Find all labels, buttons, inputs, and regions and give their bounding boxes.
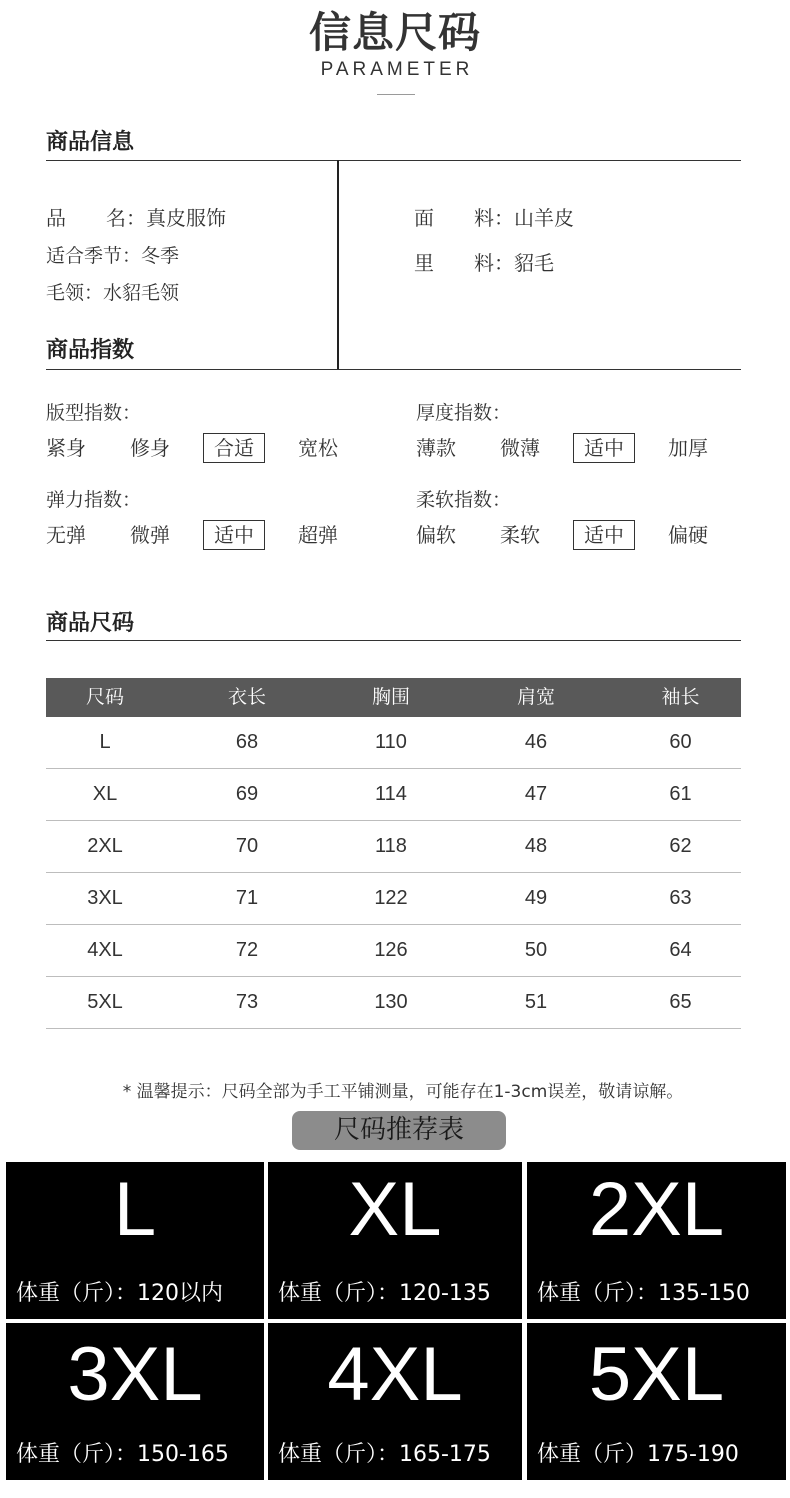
page-title: 信息尺码 (308, 8, 481, 57)
cell-size: 2XL (87, 835, 123, 857)
info-item-collar (46, 280, 179, 306)
page-subtitle: PARAMETER (320, 59, 474, 80)
index-group-thickness (416, 401, 746, 465)
size-card-4xl (268, 1323, 522, 1480)
size-card-5xl (527, 1323, 786, 1480)
table-row (46, 873, 741, 925)
cell-shoulder: 50 (524, 939, 548, 961)
cell-length: 70 (235, 835, 259, 857)
cell-chest: 114 (375, 783, 407, 805)
title-divider (377, 94, 415, 95)
card-size-label: 3XL (67, 1332, 203, 1417)
info-item-name (46, 205, 226, 231)
cell-length: 68 (235, 731, 259, 753)
card-size-label: 2XL (588, 1167, 725, 1252)
cell-chest: 130 (374, 991, 408, 1013)
table-row (46, 925, 741, 977)
section-divider (46, 640, 741, 641)
info-value: 水貂毛领 (103, 282, 180, 304)
index-option: 微薄 (500, 436, 540, 460)
card-weight-range: 体重（斤）175-190 (537, 1442, 739, 1467)
section-divider (46, 369, 741, 370)
cell-sleeve: 61 (669, 783, 692, 805)
index-option: 紧身 (46, 436, 86, 460)
table-header-row (46, 678, 741, 717)
card-size-label: 5XL (588, 1332, 725, 1417)
info-item-fabric (414, 205, 574, 231)
cell-sleeve: 60 (669, 731, 692, 753)
table-row (46, 769, 741, 821)
size-table (46, 678, 741, 1029)
index-option: 合适 (203, 433, 265, 463)
index-option: 适中 (203, 520, 265, 550)
section-heading-product-indices: 商品指数 (46, 338, 135, 363)
card-size-label: XL (348, 1167, 442, 1252)
index-option: 柔软 (500, 523, 540, 547)
index-option: 薄款 (416, 436, 456, 460)
index-group-fit (46, 401, 376, 465)
info-label: 适合季节： (46, 245, 142, 267)
index-option: 适中 (573, 520, 635, 550)
index-option: 无弹 (46, 523, 86, 547)
index-label: 版型指数： (46, 402, 142, 424)
table-row (46, 977, 741, 1029)
cell-chest: 118 (375, 835, 407, 857)
index-options (35, 433, 349, 463)
cell-sleeve: 62 (669, 835, 692, 857)
index-option: 偏软 (416, 523, 456, 547)
measurement-note: * 温馨提示：尺码全部为手工平铺测量，可能存在1-3cm误差，敬请谅解。 (122, 1082, 684, 1102)
cell-sleeve: 65 (669, 991, 692, 1013)
card-weight-range: 体重（斤）：120-135 (278, 1281, 491, 1306)
size-card-xl (268, 1162, 522, 1319)
table-row (46, 821, 741, 873)
cell-shoulder: 49 (524, 887, 548, 909)
info-label: 里 料： (414, 251, 514, 275)
cell-size: 4XL (87, 939, 123, 961)
index-option: 超弹 (298, 523, 338, 547)
card-size-label: 4XL (327, 1332, 463, 1417)
info-label: 面 料： (414, 206, 514, 230)
index-label: 柔软指数： (416, 489, 512, 511)
size-card-l (6, 1162, 264, 1319)
table-row (46, 717, 741, 769)
cell-length: 69 (235, 783, 259, 805)
cell-size: 5XL (87, 991, 123, 1013)
index-options (405, 433, 719, 463)
index-group-softness (416, 488, 746, 552)
cell-length: 72 (235, 939, 259, 961)
index-options (405, 520, 719, 550)
cell-size: XL (92, 783, 118, 805)
size-card-3xl (6, 1323, 264, 1480)
info-item-lining (414, 250, 554, 276)
index-option: 宽松 (298, 436, 338, 460)
card-size-label: L (113, 1167, 157, 1252)
info-value: 貂毛 (514, 251, 554, 275)
index-options (35, 520, 349, 550)
cell-length: 73 (235, 991, 259, 1013)
cell-chest: 126 (374, 939, 408, 961)
cell-shoulder: 46 (524, 731, 548, 753)
cell-length: 71 (235, 887, 259, 909)
cell-chest: 122 (374, 887, 408, 909)
cell-shoulder: 51 (524, 991, 548, 1013)
info-value: 山羊皮 (514, 206, 574, 230)
index-option: 微弹 (130, 523, 170, 547)
column-header-size: 尺码 (85, 686, 124, 708)
section-heading-size-chart: 商品尺码 (46, 611, 135, 636)
cell-size: 3XL (87, 887, 123, 909)
index-group-elasticity (46, 488, 376, 552)
column-divider (337, 160, 339, 370)
index-option: 偏硬 (668, 523, 708, 547)
index-label: 厚度指数： (416, 402, 512, 424)
section-divider (46, 160, 741, 161)
cell-chest: 110 (375, 731, 407, 753)
info-label: 品 名： (46, 206, 146, 230)
card-weight-range: 体重（斤）：150-165 (16, 1442, 229, 1467)
column-header-chest: 胸围 (371, 686, 410, 708)
cell-shoulder: 48 (524, 835, 548, 857)
card-weight-range: 体重（斤）：120以内 (16, 1281, 223, 1306)
card-weight-range: 体重（斤）：135-150 (537, 1281, 750, 1306)
size-card-2xl (527, 1162, 786, 1319)
info-item-season (46, 243, 179, 269)
column-header-length: 衣长 (227, 686, 266, 708)
cell-sleeve: 63 (669, 887, 692, 909)
size-recommendation-title: 尺码推荐表 (292, 1111, 506, 1150)
column-header-sleeve: 袖长 (661, 686, 700, 708)
section-heading-product-info: 商品信息 (46, 130, 135, 155)
card-weight-range: 体重（斤）：165-175 (278, 1442, 491, 1467)
column-header-shoulder: 肩宽 (516, 686, 555, 708)
info-value: 冬季 (141, 245, 180, 267)
cell-size: L (99, 731, 111, 753)
index-option: 修身 (130, 436, 170, 460)
cell-shoulder: 47 (524, 783, 548, 805)
index-label: 弹力指数： (46, 489, 142, 511)
index-option: 加厚 (668, 436, 708, 460)
info-label: 毛领： (46, 282, 104, 304)
cell-sleeve: 64 (669, 939, 692, 961)
index-option: 适中 (573, 433, 635, 463)
info-value: 真皮服饰 (146, 206, 226, 230)
